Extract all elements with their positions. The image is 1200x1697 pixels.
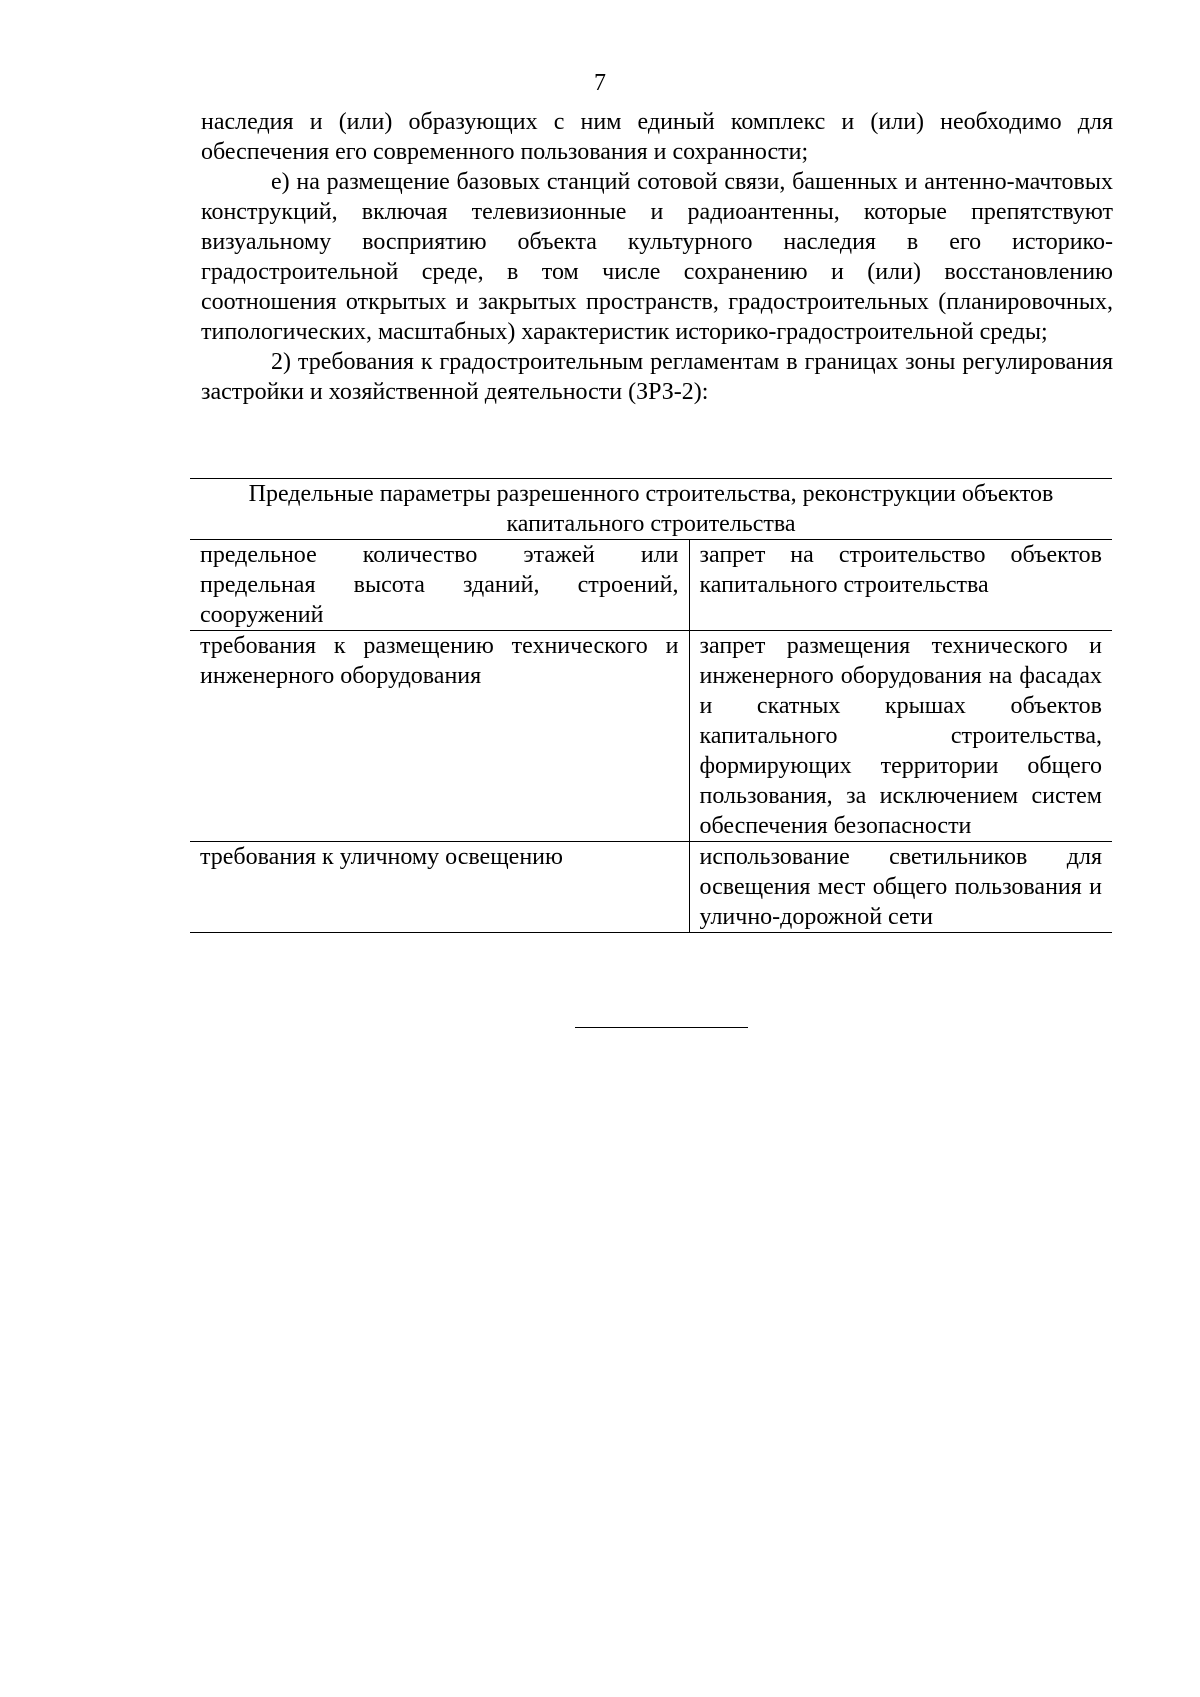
requirement-cell: запрет размещения технического и инженерного оборудования на фасадах и скатных крышах объектов капитального строительства, формирующих территории общего пользования, за исключением систем обеспечения безопасности xyxy=(689,631,1112,842)
closing-divider xyxy=(575,1027,748,1028)
table-header-row xyxy=(190,479,1112,540)
parameter-cell: требования к уличному освещению xyxy=(190,842,689,933)
paragraph-item-e: е) на размещение базовых станций сотовой связи, башенных и антенно-мачтовых конструкций, включая телевизионные и радиоантенны, которые препятствуют визуальному восприятию объекта культурного наследия в его историко-градостроительной среде, в том числе сохранению и (или) восстановлению соотношения открытых и закрытых пространств, градостроительных (планировочных, типологических, масштабных) характеристик историко-градостроительной среды; xyxy=(201,169,1113,345)
table-header: Предельные параметры разрешенного строительства, реконструкции объектов капитального строительства xyxy=(190,479,1112,540)
paragraph-item-2: 2) требования к градостроительным регламентам в границах зоны регулирования застройки и хозяйственной деятельности (ЗРЗ-2): xyxy=(201,349,1113,405)
parameter-cell: требования к размещению технического и инженерного оборудования xyxy=(190,631,689,842)
table-row xyxy=(190,631,1112,842)
paragraph-continuation: наследия и (или) образующих с ним единый комплекс и (или) необходимо для обеспечения его современного пользования и сохранности; xyxy=(201,109,1113,165)
parameters-table xyxy=(190,478,1112,933)
parameters-table-container xyxy=(190,478,1112,933)
requirement-cell: использование светильников для освещения мест общего пользования и улично-дорожной сети xyxy=(689,842,1112,933)
parameter-cell: предельное количество этажей или предельная высота зданий, строений, сооружений xyxy=(190,540,689,631)
requirement-cell: запрет на строительство объектов капитального строительства xyxy=(689,540,1112,631)
table-row xyxy=(190,842,1112,933)
body-text xyxy=(201,107,1113,407)
page-number: 7 xyxy=(594,70,606,96)
table-row xyxy=(190,540,1112,631)
